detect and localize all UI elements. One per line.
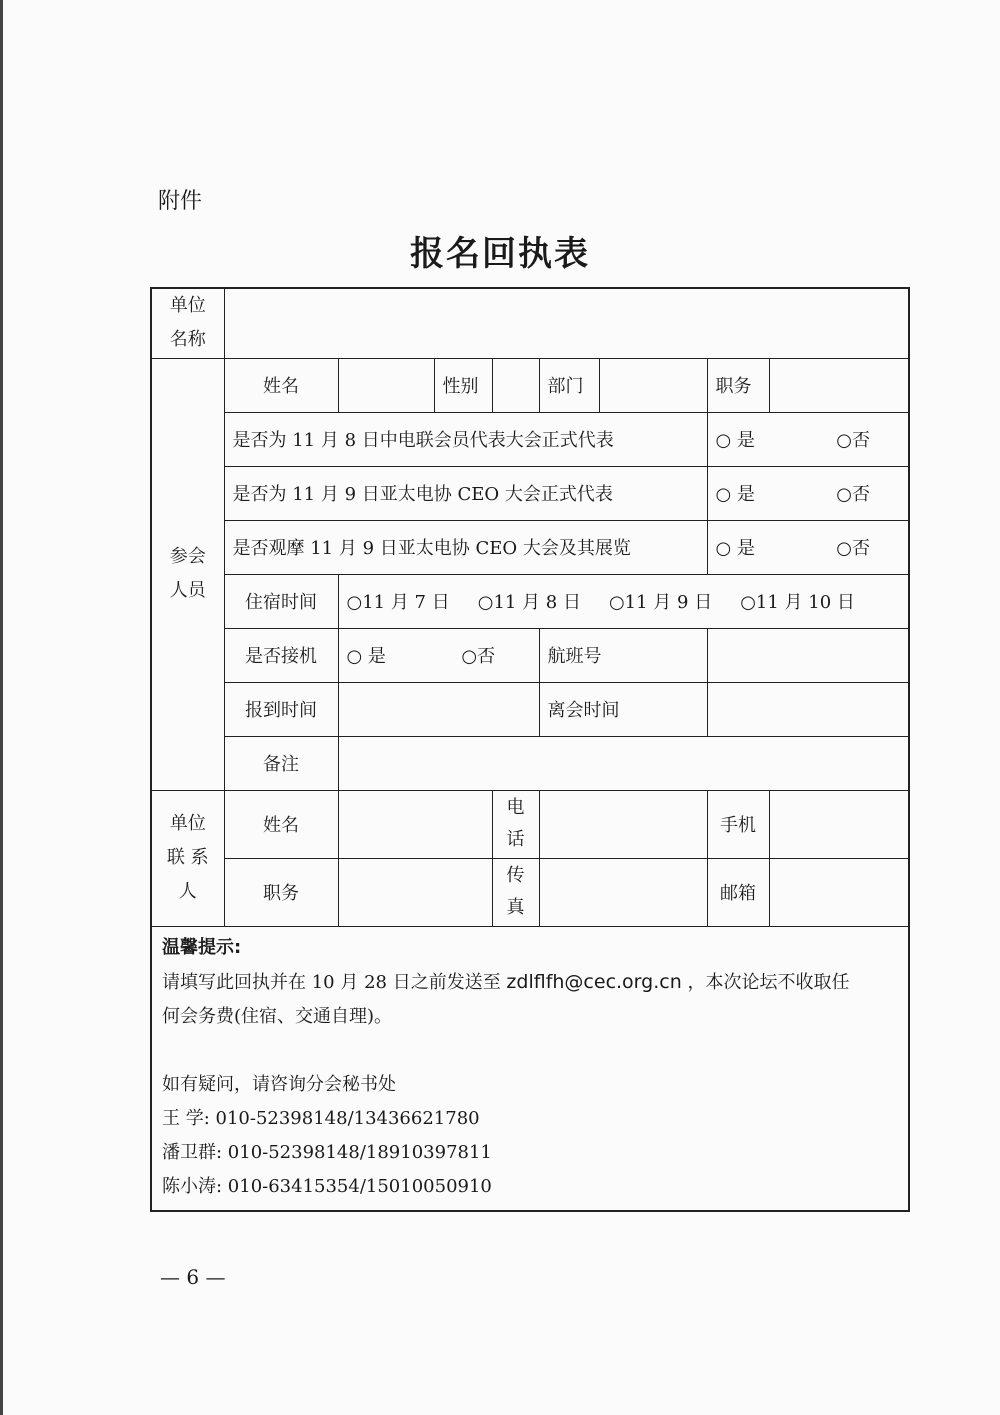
- question-observe-exhibition-options[interactable]: [707, 520, 909, 574]
- flight-label: 航班号: [539, 628, 707, 682]
- notes-line-1: 请填写此回执并在 10 月 28 日之前发送至 zdlflfh@cec.org.cn ，本次论坛不收取任: [162, 970, 850, 993]
- lodging-options[interactable]: [338, 574, 909, 628]
- lodging-option-nov9[interactable]: ○11 月 9 日: [608, 592, 713, 613]
- option-yes[interactable]: ○ 是: [715, 538, 755, 559]
- contact-email-label: 邮箱: [707, 858, 769, 926]
- checkin-field[interactable]: [338, 682, 539, 736]
- pickup-options[interactable]: [338, 628, 539, 682]
- question-observe-exhibition: 是否观摩 11 月 9 日亚太电协 CEO 大会及其展览: [224, 520, 707, 574]
- contact-phone-label: 电 话: [492, 790, 539, 858]
- contact-fax-label: 传 真: [492, 858, 539, 926]
- option-no[interactable]: ○否: [836, 538, 870, 559]
- pickup-yes[interactable]: ○ 是: [346, 646, 386, 667]
- remark-label: 备注: [224, 736, 338, 790]
- option-no[interactable]: ○否: [836, 430, 870, 451]
- notes-inquiry: 如有疑问，请咨询分会秘书处: [162, 1073, 396, 1095]
- contact-name-label: 姓名: [224, 790, 338, 858]
- attendee-section-label: 参会 人员: [151, 358, 224, 790]
- option-no[interactable]: ○否: [836, 484, 870, 505]
- attendee-position-field[interactable]: [769, 358, 909, 412]
- contact-phone-field[interactable]: [539, 790, 707, 858]
- contact-name-field[interactable]: [338, 790, 492, 858]
- notes-contact-1: 王 学: 010-52398148/13436621780: [162, 1107, 480, 1129]
- unit-name-label: 单位 名称: [151, 288, 224, 358]
- attendee-dept-label: 部门: [539, 358, 599, 412]
- contact-position-field[interactable]: [338, 858, 492, 926]
- notes-contact-2: 潘卫群: 010-52398148/18910397811: [162, 1141, 492, 1163]
- unit-name-field[interactable]: [224, 288, 909, 358]
- page-title: 报名回执表: [410, 234, 590, 274]
- option-yes[interactable]: ○ 是: [715, 430, 755, 451]
- attendee-name-field[interactable]: [338, 358, 434, 412]
- notes-cell: [151, 926, 909, 1211]
- contact-mobile-label: 手机: [707, 790, 769, 858]
- question-ceo-delegate-options[interactable]: [707, 466, 909, 520]
- attendee-position-label: 职务: [707, 358, 769, 412]
- attendee-gender-label: 性别: [434, 358, 492, 412]
- contact-email-field[interactable]: [769, 858, 909, 926]
- contact-section-label: 单位 联 系 人: [151, 790, 224, 926]
- question-member-delegate-options[interactable]: [707, 412, 909, 466]
- question-member-delegate: 是否为 11 月 8 日中电联会员代表大会正式代表: [224, 412, 707, 466]
- contact-email-link[interactable]: zdlflfh@cec.org.cn: [506, 970, 682, 993]
- attendee-dept-field[interactable]: [599, 358, 707, 412]
- pickup-no[interactable]: ○否: [461, 646, 496, 667]
- remark-field[interactable]: [338, 736, 909, 790]
- notes-line-2: 何会务费(住宿、交通自理)。: [162, 1005, 393, 1027]
- pickup-label: 是否接机: [224, 628, 338, 682]
- option-yes[interactable]: ○ 是: [715, 484, 755, 505]
- lodging-option-nov7[interactable]: ○11 月 7 日: [346, 592, 450, 613]
- attachment-label: 附件: [158, 189, 203, 214]
- flight-field[interactable]: [707, 628, 909, 682]
- question-ceo-delegate: 是否为 11 月 9 日亚太电协 CEO 大会正式代表: [224, 466, 707, 520]
- contact-fax-field[interactable]: [539, 858, 707, 926]
- leave-field[interactable]: [707, 682, 909, 736]
- page-edge-shadow: [0, 0, 3, 1415]
- lodging-option-nov8[interactable]: ○11 月 8 日: [477, 592, 581, 613]
- attendee-name-label: 姓名: [224, 358, 338, 412]
- contact-mobile-field[interactable]: [769, 790, 909, 858]
- page-number: — 6 —: [160, 1265, 226, 1289]
- notes-header: 温馨提示:: [162, 936, 242, 958]
- checkin-label: 报到时间: [224, 682, 338, 736]
- lodging-option-nov10[interactable]: ○11 月 10 日: [740, 592, 855, 613]
- lodging-label: 住宿时间: [224, 574, 338, 628]
- notes-contact-3: 陈小涛: 010-63415354/15010050910: [162, 1175, 492, 1197]
- attendee-gender-field[interactable]: [492, 358, 539, 412]
- leave-label: 离会时间: [539, 682, 707, 736]
- contact-position-label: 职务: [224, 858, 338, 926]
- registration-form-table: [150, 287, 910, 1212]
